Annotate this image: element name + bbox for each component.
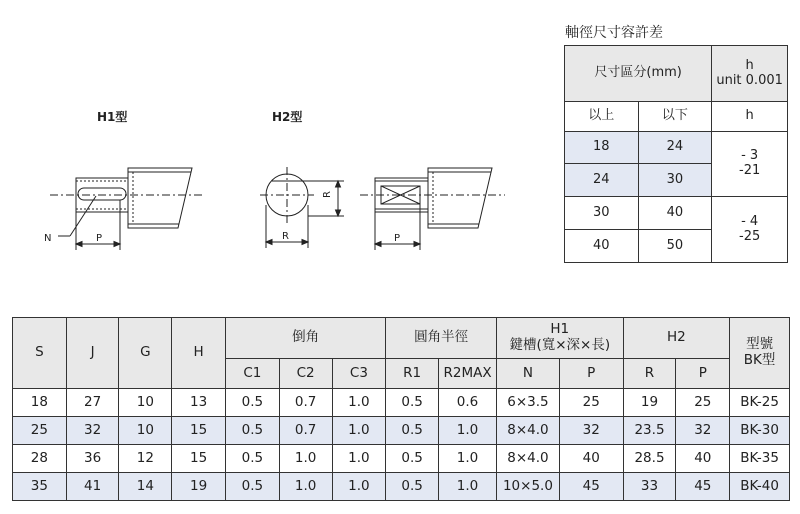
cell-c3: 1.0: [332, 445, 386, 473]
header-model: 型號 BK型: [730, 318, 790, 389]
cell-s: 18: [13, 389, 67, 417]
tolerance-cell: 24: [638, 132, 712, 164]
h1-shaft-drawing: [50, 168, 205, 250]
h2-shaft-drawing: [360, 168, 505, 250]
cell-model: BK-25: [730, 389, 790, 417]
subheader-r1: R1: [386, 359, 439, 389]
cell-s: 25: [13, 417, 67, 445]
cell-r: 19: [623, 389, 676, 417]
cell-c1: 0.5: [225, 473, 279, 501]
cell-p2: 25: [676, 389, 730, 417]
cell-g: 10: [119, 389, 172, 417]
header-h: H: [172, 318, 226, 389]
spec-table: [12, 317, 790, 501]
cell-n: 6×3.5: [497, 389, 560, 417]
tolerance-cell: 18: [565, 132, 639, 164]
subheader-c1: C1: [225, 359, 279, 389]
cell-j: 27: [66, 389, 119, 417]
r-dimension-label-vertical: R: [322, 191, 333, 198]
subheader-p2: P: [676, 359, 730, 389]
header-chamfer: 倒角: [225, 318, 385, 359]
subheader-n: N: [497, 359, 560, 389]
cell-n: 10×5.0: [497, 473, 560, 501]
p-dimension-label-h1: P: [96, 233, 103, 244]
cell-model: BK-30: [730, 417, 790, 445]
cell-p2: 40: [676, 445, 730, 473]
header-j: J: [66, 318, 119, 389]
tolerance-title: 軸徑尺寸容許差: [565, 25, 663, 41]
cell-j: 41: [66, 473, 119, 501]
cell-s: 28: [13, 445, 67, 473]
cell-h: 15: [172, 417, 226, 445]
subheader-r: R: [623, 359, 676, 389]
cell-r1: 0.5: [386, 417, 439, 445]
size-range-header: 尺寸區分(mm): [565, 46, 712, 102]
r-dimension-label-circle: R: [282, 231, 289, 242]
p-dimension-label-h2: P: [394, 233, 401, 244]
cell-c3: 1.0: [332, 389, 386, 417]
table-row: [13, 473, 790, 501]
header-g: G: [119, 318, 172, 389]
header-s: S: [13, 318, 67, 389]
subheader-c2: C2: [279, 359, 332, 389]
header-h1: H1 鍵槽(寬×深×長): [497, 318, 624, 359]
cell-p: 40: [559, 445, 623, 473]
n-dimension-label: N: [44, 233, 52, 244]
cell-r1: 0.5: [386, 445, 439, 473]
header-h2: H2: [623, 318, 730, 359]
cell-c2: 0.7: [279, 417, 332, 445]
cell-model: BK-40: [730, 473, 790, 501]
cell-r2: 1.0: [439, 417, 497, 445]
tolerance-cell: 40: [565, 230, 639, 263]
h2-type-label: H2型: [272, 110, 303, 124]
cell-g: 10: [119, 417, 172, 445]
cell-s: 35: [13, 473, 67, 501]
cell-r1: 0.5: [386, 473, 439, 501]
cell-c2: 1.0: [279, 445, 332, 473]
tolerance-cell: 30: [638, 164, 712, 197]
cell-c2: 1.0: [279, 473, 332, 501]
cell-g: 14: [119, 473, 172, 501]
header-radius: 圓角半徑: [386, 318, 497, 359]
cell-r: 33: [623, 473, 676, 501]
tolerance-table: [564, 45, 788, 263]
cell-h: 19: [172, 473, 226, 501]
tolerance-cell: 24: [565, 164, 639, 197]
cell-r: 23.5: [623, 417, 676, 445]
subheader-p: P: [559, 359, 623, 389]
subheader-r2max: R2MAX: [439, 359, 497, 389]
tolerance-cell: 30: [565, 197, 639, 230]
cell-c1: 0.5: [225, 389, 279, 417]
cell-j: 32: [66, 417, 119, 445]
cell-p2: 32: [676, 417, 730, 445]
cell-p: 25: [559, 389, 623, 417]
cell-c3: 1.0: [332, 473, 386, 501]
cell-r2: 1.0: [439, 445, 497, 473]
cell-c3: 1.0: [332, 417, 386, 445]
below-header: 以下: [638, 102, 712, 132]
h-tolerance-header: h unit 0.001: [712, 46, 788, 102]
h-header: h: [712, 102, 788, 132]
tolerance-cell: 40: [638, 197, 712, 230]
cell-c1: 0.5: [225, 445, 279, 473]
above-header: 以上: [565, 102, 639, 132]
cell-n: 8×4.0: [497, 417, 560, 445]
tolerance-value: - 4 -25: [712, 197, 788, 263]
cell-r1: 0.5: [386, 389, 439, 417]
cell-p2: 45: [676, 473, 730, 501]
cell-p: 32: [559, 417, 623, 445]
cell-j: 36: [66, 445, 119, 473]
h1-type-label: H1型: [97, 110, 128, 124]
table-row: [13, 417, 790, 445]
cell-h: 15: [172, 445, 226, 473]
cell-c1: 0.5: [225, 417, 279, 445]
cell-h: 13: [172, 389, 226, 417]
cell-r2: 0.6: [439, 389, 497, 417]
cell-r2: 1.0: [439, 473, 497, 501]
cell-c2: 0.7: [279, 389, 332, 417]
cell-g: 12: [119, 445, 172, 473]
h2-end-view: [260, 167, 344, 248]
table-row: [13, 445, 790, 473]
cell-r: 28.5: [623, 445, 676, 473]
subheader-c3: C3: [332, 359, 386, 389]
tolerance-value: - 3 -21: [712, 132, 788, 197]
tolerance-cell: 50: [638, 230, 712, 263]
table-row: [13, 389, 790, 417]
cell-n: 8×4.0: [497, 445, 560, 473]
cell-p: 45: [559, 473, 623, 501]
cell-model: BK-35: [730, 445, 790, 473]
